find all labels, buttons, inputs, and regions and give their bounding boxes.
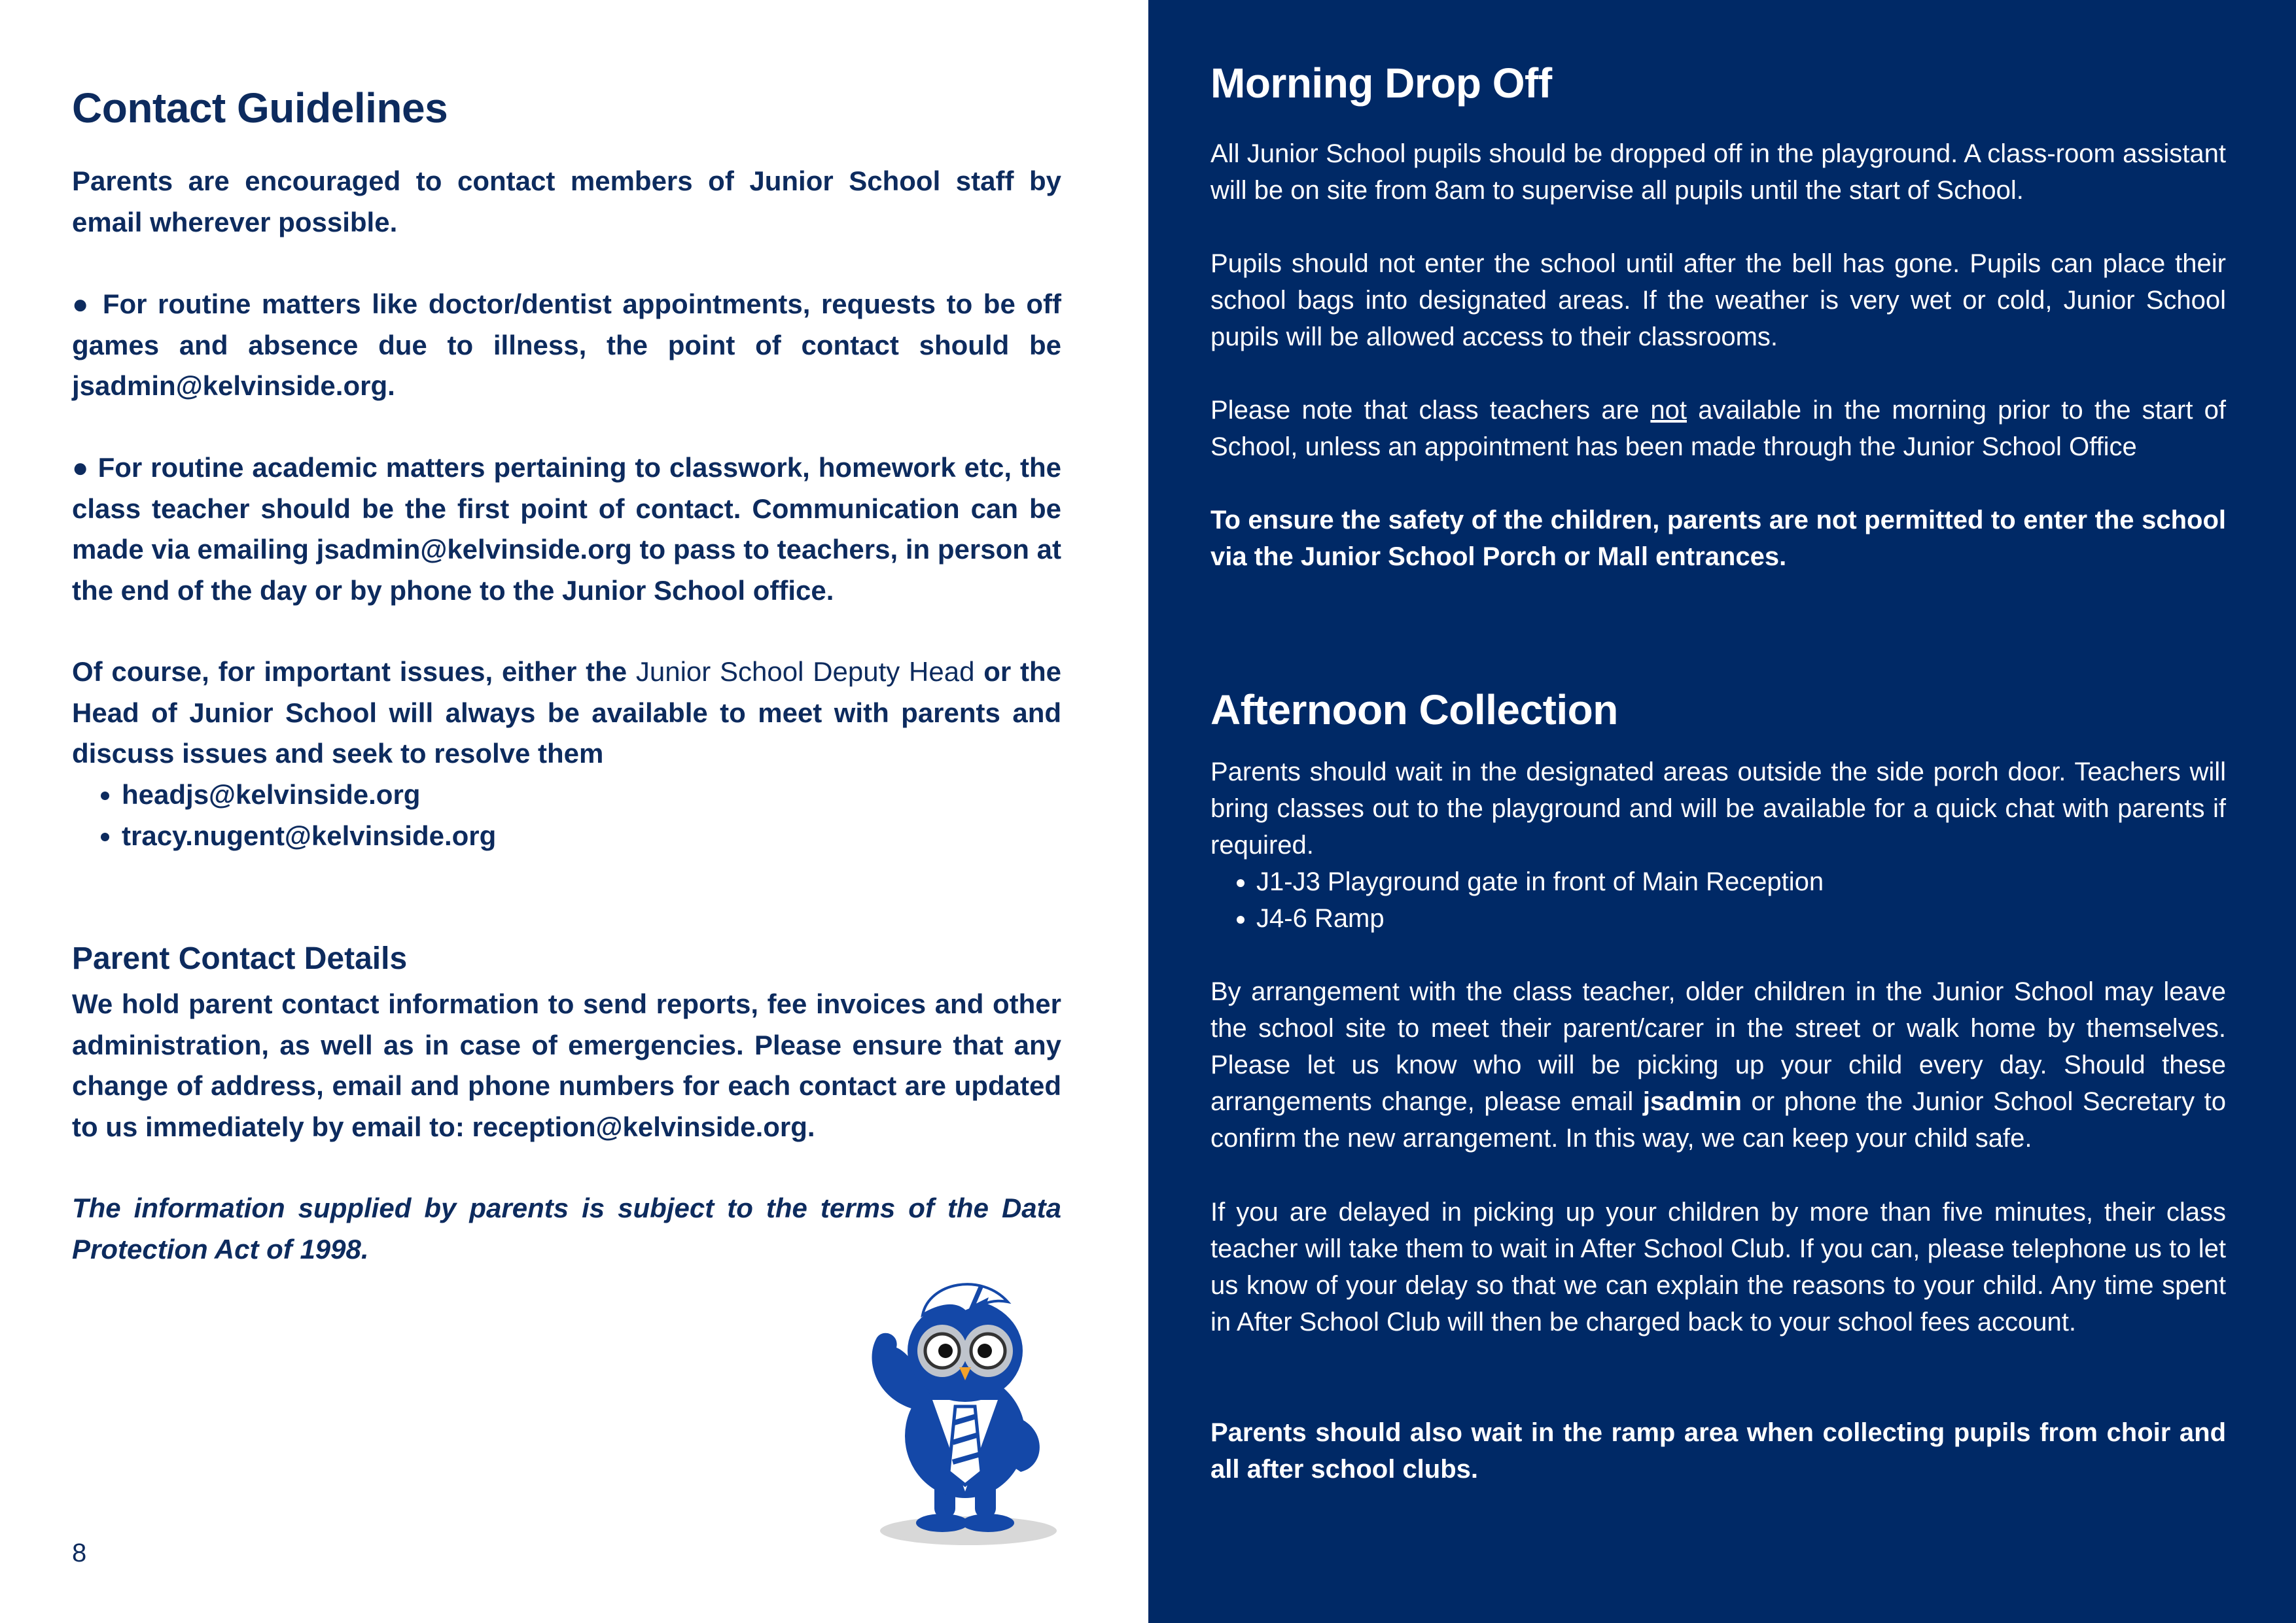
- academic-matters-paragraph: ● For routine academic matters pertaining to classwork, homework etc, the class teacher should be the first point of contact. Communication can be made via emailing jsadmin@kelvinside.org to pass to teachers, in person at the end of the day or by phone to the Junior School office.: [72, 452, 1061, 606]
- morning-paragraph-2: Pupils should not enter the school until after the bell has gone. Pupils can place their school bags into designated areas. If the weather is very wet or cold, Junior School pupils will be allowed access to their classrooms.: [1210, 249, 2226, 351]
- safety-notice: To ensure the safety of the children, parents are not permitted to enter the school via the Junior School Porch or Mall entrances.: [1210, 506, 2226, 571]
- head-email-list: [72, 775, 496, 856]
- afternoon-text-a: By arrangement with the class teacher, older children in the Junior School may leave the school site to meet their parent/carer in the street or walk home by themselves. Please let us know who will be picking up your child every day. Should these arrangements change, please email: [1210, 977, 2226, 1116]
- list-item: • tracy.nugent@kelvinside.org: [122, 816, 496, 857]
- afternoon-collection-title: Afternoon Collection: [1210, 686, 1618, 733]
- morning-text-a: Please note that class teachers are: [1210, 396, 1640, 425]
- owl-mascot-illustration: [851, 1276, 1073, 1550]
- important-text-1: Of course, for important issues, either the: [72, 656, 627, 687]
- not-emphasis: not: [1650, 396, 1687, 425]
- list-item: • J4-6 Ramp: [1256, 900, 1824, 937]
- morning-drop-off-title: Morning Drop Off: [1210, 60, 1552, 107]
- afternoon-paragraph-3: If you are delayed in picking up your children by more than five minutes, their class teacher will take them to wait in After School Club. If you can, please telephone us to let us know of your delay so that we can explain the reasons to your child. Any time spent in After School Club will then be charged back to your school fees account.: [1210, 1198, 2226, 1336]
- important-issues-paragraph: [72, 652, 1061, 775]
- morning-paragraph-3: [1210, 392, 2226, 465]
- afternoon-paragraph-2: [1210, 973, 2226, 1157]
- ramp-area-notice: Parents should also wait in the ramp area when collecting pupils from choir and all after school clubs.: [1210, 1418, 2226, 1484]
- page-number: 8: [72, 1539, 87, 1567]
- contact-guidelines-title: Contact Guidelines: [72, 84, 448, 131]
- list-item: • J1-J3 Playground gate in front of Main Reception: [1256, 864, 1824, 900]
- parent-contact-details-heading: Parent Contact Details: [72, 941, 408, 976]
- important-text-2: or the Head of Junior School will always be available to meet with parents and discuss issues and seek to resolve them: [72, 656, 1061, 769]
- contact-details-paragraph: We hold parent contact information to send reports, fee invoices and other administration, as well as in case of emergencies. Please ensure that any change of address, email and phone numbers for each contact are updated to us immediately by email to: reception@kelvinside.org.: [72, 988, 1061, 1142]
- morning-paragraph-1: All Junior School pupils should be dropped off in the playground. A class-room assistant will be on site from 8am to supervise all pupils until the start of School.: [1210, 139, 2226, 205]
- afternoon-paragraph-1: Parents should wait in the designated areas outside the side porch door. Teachers will bring classes out to the playground and will be available for a quick chat with parents if required.: [1210, 758, 2226, 860]
- list-item: • headjs@kelvinside.org: [122, 775, 496, 816]
- deputy-head-text: Junior School Deputy Head: [635, 656, 975, 687]
- morning-text-b: available in the morning prior to the start of School, unless an appointment has been made through the Junior School Office: [1210, 396, 2226, 461]
- routine-matters-paragraph: ● For routine matters like doctor/dentist appointments, requests to be off games and absence due to illness, the point of contact should be jsadmin@kelvinside.org.: [72, 288, 1061, 401]
- jsadmin-emphasis: jsadmin: [1642, 1087, 1742, 1116]
- collection-points-list: [1210, 864, 1824, 937]
- data-protection-note: The information supplied by parents is subject to the terms of the Data Protection Act of 1998.: [72, 1193, 1061, 1265]
- intro-paragraph: Parents are encouraged to contact members of Junior School staff by email wherever possible.: [72, 166, 1061, 237]
- afternoon-text-b: or phone the Junior School Secretary to confirm the new arrangement. In this way, we can keep your child safe.: [1210, 1087, 2227, 1153]
